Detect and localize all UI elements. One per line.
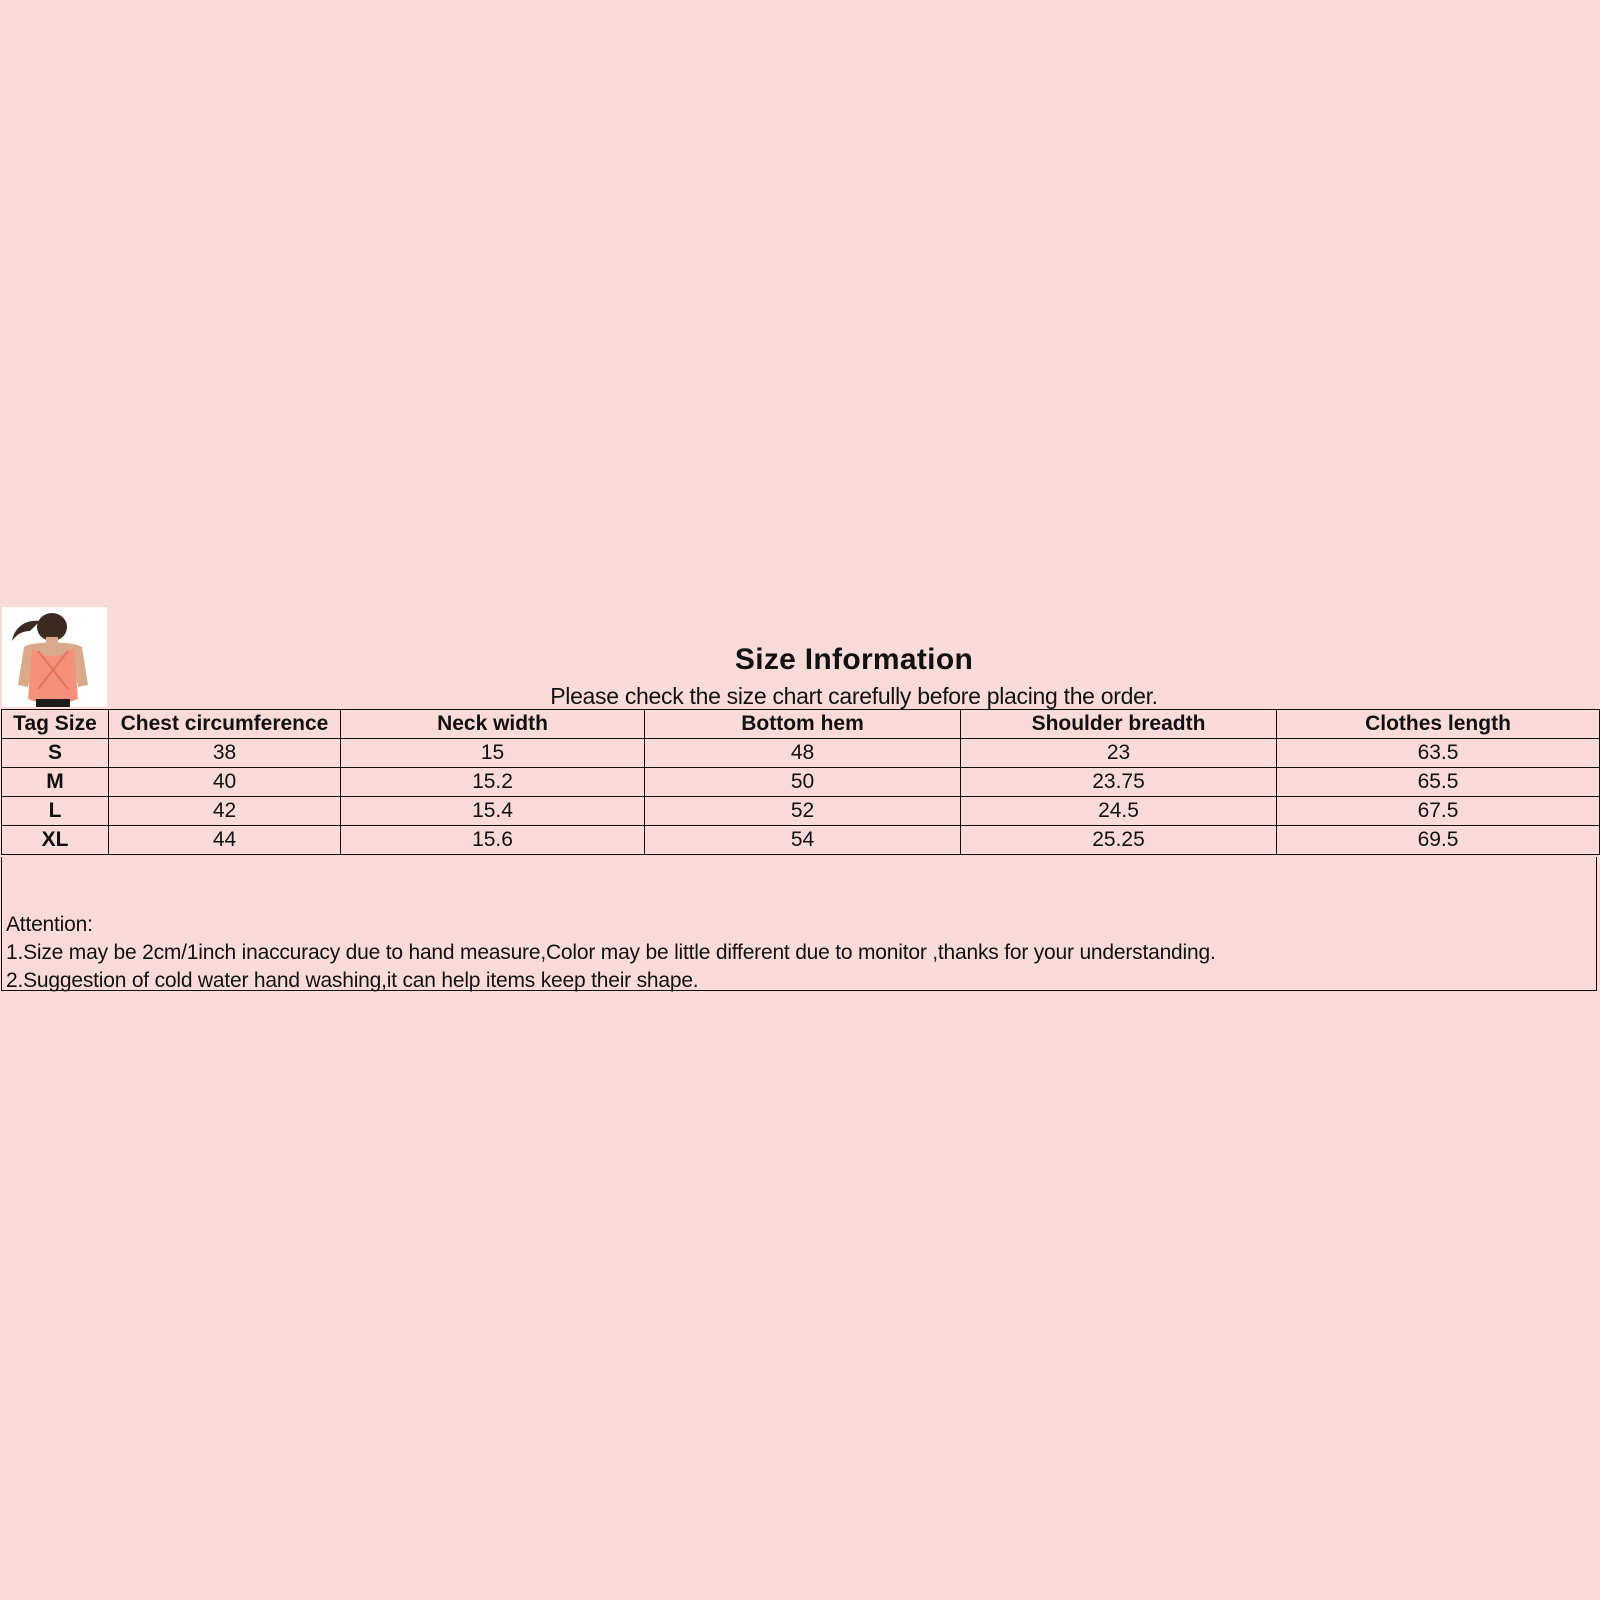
header-shoulder-breadth: Shoulder breadth — [961, 710, 1277, 739]
note-line-1: 1.Size may be 2cm/1inch inaccuracy due to hand measure,Color may be little different due to monitor ,thanks for your understanding. — [6, 941, 1216, 964]
header-chest-circumference: Chest circumference — [109, 710, 341, 739]
note-line-2: 2.Suggestion of cold water hand washing,it can help items keep their shape. — [6, 969, 699, 992]
table-cell: 54 — [645, 826, 961, 855]
table-cell: 69.5 — [1277, 826, 1600, 855]
table-cell: 48 — [645, 739, 961, 768]
header-neck-width: Neck width — [341, 710, 645, 739]
table-cell: 15.2 — [341, 768, 645, 797]
table-cell: 23.75 — [961, 768, 1277, 797]
table-row — [2, 797, 1600, 826]
table-cell: 44 — [109, 826, 341, 855]
table-cell: 63.5 — [1277, 739, 1600, 768]
table-cell: S — [2, 739, 109, 768]
table-cell: 15.6 — [341, 826, 645, 855]
page-title: Size Information — [734, 643, 974, 676]
table-cell: M — [2, 768, 109, 797]
page-subtitle: Please check the size chart carefully before placing the order. — [550, 683, 1158, 709]
attention-notes — [1, 857, 1597, 991]
table-cell: 50 — [645, 768, 961, 797]
header-clothes-length: Clothes length — [1277, 710, 1600, 739]
table-cell: 38 — [109, 739, 341, 768]
table-cell: 67.5 — [1277, 797, 1600, 826]
table-cell: 24.5 — [961, 797, 1277, 826]
header-bottom-hem: Bottom hem — [645, 710, 961, 739]
table-row — [2, 739, 1600, 768]
attention-heading: Attention: — [6, 913, 93, 936]
table-cell: 65.5 — [1277, 768, 1600, 797]
table-cell: 42 — [109, 797, 341, 826]
table-cell: 15.4 — [341, 797, 645, 826]
table-cell: 25.25 — [961, 826, 1277, 855]
table-cell: L — [2, 797, 109, 826]
table-row — [2, 826, 1600, 855]
size-table — [1, 709, 1600, 855]
header-tag-size: Tag Size — [2, 710, 109, 739]
table-cell: 15 — [341, 739, 645, 768]
table-row — [2, 768, 1600, 797]
table-cell: XL — [2, 826, 109, 855]
table-cell: 23 — [961, 739, 1277, 768]
table-cell: 52 — [645, 797, 961, 826]
table-header-row — [2, 710, 1600, 739]
table-cell: 40 — [109, 768, 341, 797]
